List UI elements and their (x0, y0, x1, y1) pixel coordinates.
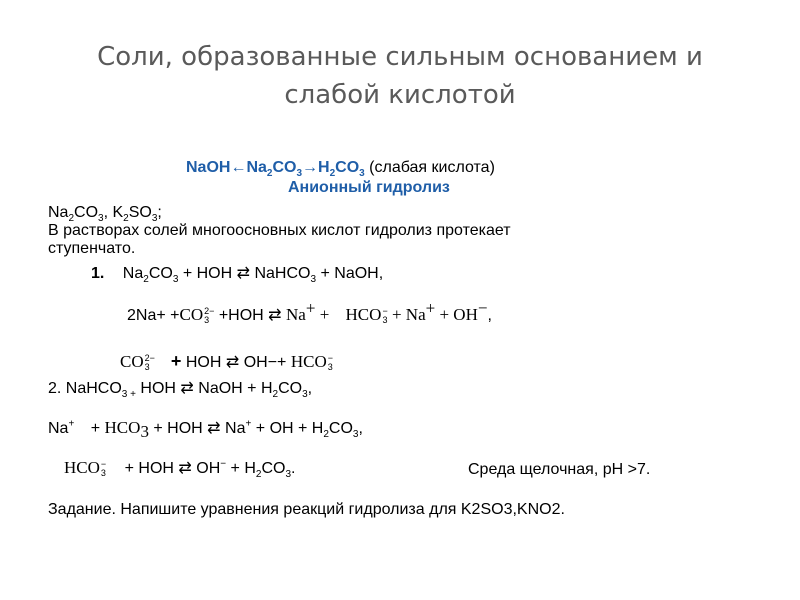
carbonate-ion: CO (120, 352, 144, 371)
text: , (358, 420, 363, 437)
text: + (86, 420, 105, 437)
charge: − (477, 298, 488, 318)
text: CO (261, 460, 286, 477)
sodium-ion: Na (286, 305, 306, 324)
text: + NaOH, (316, 265, 384, 282)
slide-title-line-1: Соли, образованные сильным основанием и (97, 42, 703, 72)
step-2-equation (48, 379, 313, 401)
index: 3 (204, 314, 210, 325)
step-number: 1. (91, 265, 105, 282)
text: + H (226, 460, 256, 477)
text: HOH ⇄ OH−+ (181, 354, 291, 371)
bicarbonate-ion: HCO (290, 352, 327, 371)
text: Na (122, 265, 144, 282)
intro-text-line-1: В растворах солей многоосновных кислот гидролиз протекает (48, 222, 511, 239)
sub: 3 (310, 274, 317, 286)
sub: 3 + (121, 389, 136, 401)
sub: 3 (98, 213, 104, 225)
text: + (170, 351, 182, 371)
sub: 2 (123, 213, 129, 225)
text: 2. NaHCO (48, 380, 122, 397)
charge: + (425, 298, 436, 318)
text: . (291, 460, 296, 477)
text: + OH (435, 305, 478, 324)
text: , K (103, 204, 124, 221)
scheme-acid-h: H (318, 159, 330, 176)
scheme-salt-na: Na (246, 159, 267, 176)
scheme-sub: 2 (266, 168, 273, 180)
hydrolysis-scheme (186, 158, 495, 180)
scheme-base: NaOH (186, 159, 231, 176)
sub: 3 (151, 213, 158, 225)
text: +HOH ⇄ (214, 307, 287, 324)
sub: 3 (302, 389, 308, 401)
index: 3 (144, 361, 150, 372)
scheme-sub: 2 (329, 168, 336, 180)
sub: 3 (352, 429, 359, 441)
bicarbonate-ion: HCO (64, 458, 100, 477)
slide-title-line-2: слабой кислотой (284, 80, 516, 110)
text: CO (74, 204, 99, 221)
bicarbonate-ion: HCO (345, 305, 382, 324)
scheme-sub: 3 (359, 168, 365, 180)
text: Na (48, 204, 69, 221)
index: 3 (382, 314, 388, 325)
charge: − (327, 352, 334, 363)
bicarbonate-ion: HCO (104, 418, 141, 437)
ion-indices (204, 307, 214, 325)
sub: 2 (143, 274, 149, 286)
scheme-sub: 3 (296, 168, 303, 180)
text: CO (278, 380, 303, 397)
ion-indices (101, 460, 106, 478)
text: CO (328, 420, 353, 437)
text: + Na (387, 305, 426, 324)
text: + HOH ⇄ NaHCO (178, 265, 311, 282)
scheme-salt-co: CO (272, 159, 297, 176)
sub: 2 (272, 389, 279, 401)
step-1-equation (91, 264, 384, 286)
text: + (315, 305, 334, 324)
scheme-acid-co: CO (335, 159, 360, 176)
charge: − (382, 305, 388, 316)
step-2-ionic-equation (48, 418, 363, 442)
text: ; (157, 204, 162, 221)
slide-title (0, 38, 800, 114)
charge: − (100, 458, 107, 469)
hydrolysis-type: Анионный гидролиз (288, 179, 450, 196)
index: 3 (327, 361, 333, 372)
charge: 2− (144, 352, 155, 363)
step-1-short-ionic-equation (120, 352, 333, 372)
intro-text-line-2: ступенчато. (48, 240, 136, 257)
text: HOH ⇄ NaOH + H (135, 380, 273, 397)
text: 2Na+ + (127, 307, 180, 324)
sub: 2 (68, 213, 75, 225)
text: Na (48, 420, 69, 437)
salts-line (48, 203, 162, 225)
text: + HOH ⇄ Na (148, 420, 246, 437)
sub: 2 (323, 429, 329, 441)
text: , (487, 307, 492, 324)
text: + HOH ⇄ OH (120, 460, 221, 477)
text: SO (128, 204, 152, 221)
charge: 2− (204, 305, 215, 316)
sub: 3 (285, 469, 292, 481)
charge: − (220, 458, 227, 470)
text: CO (148, 265, 173, 282)
scheme-arrow-right: → (302, 159, 319, 176)
index: 3 (100, 467, 106, 478)
step-1-ionic-equation (127, 298, 492, 325)
charge: + (305, 298, 316, 318)
scheme-arrow-left: ← (230, 159, 247, 176)
charge: + (245, 418, 252, 430)
ion-indices (328, 354, 333, 372)
text: , (307, 380, 313, 397)
text: + OH + H (251, 420, 324, 437)
charge: + (68, 418, 75, 430)
task-text: Задание. Напишите уравнения реакций гидролиза для K2SO3,KNO2. (48, 501, 565, 518)
index: 3 (140, 422, 149, 442)
scheme-weak-acid-note: (слабая кислота) (364, 159, 495, 176)
step-2-short-ionic-equation (64, 458, 296, 481)
sub: 2 (255, 469, 262, 481)
sub: 3 (172, 274, 179, 286)
carbonate-ion: CO (179, 305, 204, 324)
ion-indices (145, 354, 155, 372)
medium-note: Среда щелочная, pH >7. (468, 461, 651, 478)
